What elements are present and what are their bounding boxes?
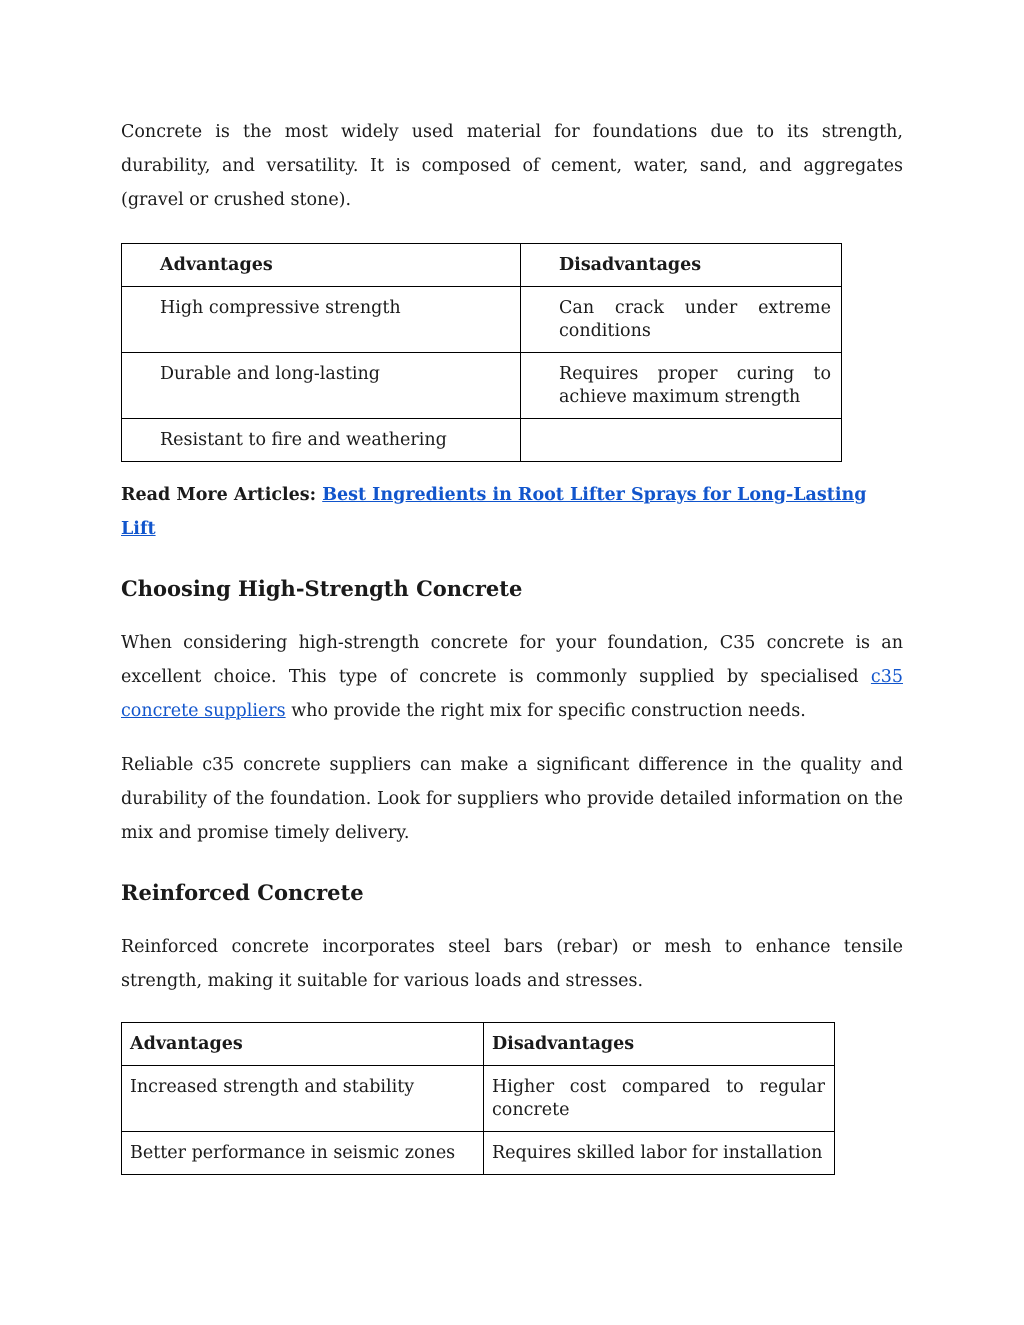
table-row xyxy=(122,1132,835,1175)
table-header-cell: Advantages xyxy=(122,244,521,287)
table-cell xyxy=(521,353,842,419)
document-page xyxy=(121,115,903,1175)
reinforced-pros-cons-table xyxy=(121,1022,835,1175)
table-cell: Increased strength and stability xyxy=(122,1066,484,1132)
paragraph-text: When considering high-strength concrete for your foundation, C35 concrete is an excellent choice. This type of concrete is commonly supplied by specialised xyxy=(121,633,903,687)
intro-paragraph: Concrete is the most widely used material for foundations due to its strength, durability, and versatility. It is composed of cement, water, sand, and aggregates (gravel or crushed stone). xyxy=(121,122,903,210)
read-more-label: Read More Articles: xyxy=(121,485,317,505)
table-header-row xyxy=(122,1023,835,1066)
paragraph-text: who provide the right mix for specific construction needs. xyxy=(285,701,806,721)
section-heading-reinforced: Reinforced Concrete xyxy=(121,880,364,905)
table-row xyxy=(122,353,842,419)
table-row xyxy=(122,287,842,353)
table-header-cell: Disadvantages xyxy=(521,244,842,287)
table-cell: Better performance in seismic zones xyxy=(122,1132,484,1175)
table-cell: Resistant to fire and weathering xyxy=(122,419,521,462)
table-header-row xyxy=(122,244,842,287)
section-heading-high-strength: Choosing High-Strength Concrete xyxy=(121,576,523,601)
table-row xyxy=(122,419,842,462)
table-row xyxy=(122,1066,835,1132)
table-cell: Can crack under extreme conditions xyxy=(521,287,842,353)
high-strength-paragraph-1 xyxy=(121,626,903,728)
table-cell: Durable and long-lasting xyxy=(122,353,521,419)
table-cell-text: Requires proper curing to achieve maximum strength xyxy=(559,364,831,407)
table-header-cell: Disadvantages xyxy=(484,1023,835,1066)
table-header-cell: Advantages xyxy=(122,1023,484,1066)
high-strength-paragraph-2: Reliable c35 concrete suppliers can make a significant difference in the quality and durability of the foundation. Look for suppliers who provide detailed information on the mix and promise timely delivery. xyxy=(121,755,903,843)
table-cell: High compressive strength xyxy=(122,287,521,353)
concrete-pros-cons-table xyxy=(121,243,842,462)
read-more-line xyxy=(121,478,903,546)
table-cell: Requires skilled labor for installation xyxy=(484,1132,835,1175)
c35-suppliers-link[interactable]: c35 concrete suppliers xyxy=(121,667,903,721)
table-cell xyxy=(521,419,842,462)
reinforced-paragraph: Reinforced concrete incorporates steel bars (rebar) or mesh to enhance tensile strength, making it suitable for various loads and stresses. xyxy=(121,937,903,991)
read-more-link[interactable]: Best Ingredients in Root Lifter Sprays for Long-Lasting Lift xyxy=(121,485,867,539)
table-cell: Higher cost compared to regular concrete xyxy=(484,1066,835,1132)
